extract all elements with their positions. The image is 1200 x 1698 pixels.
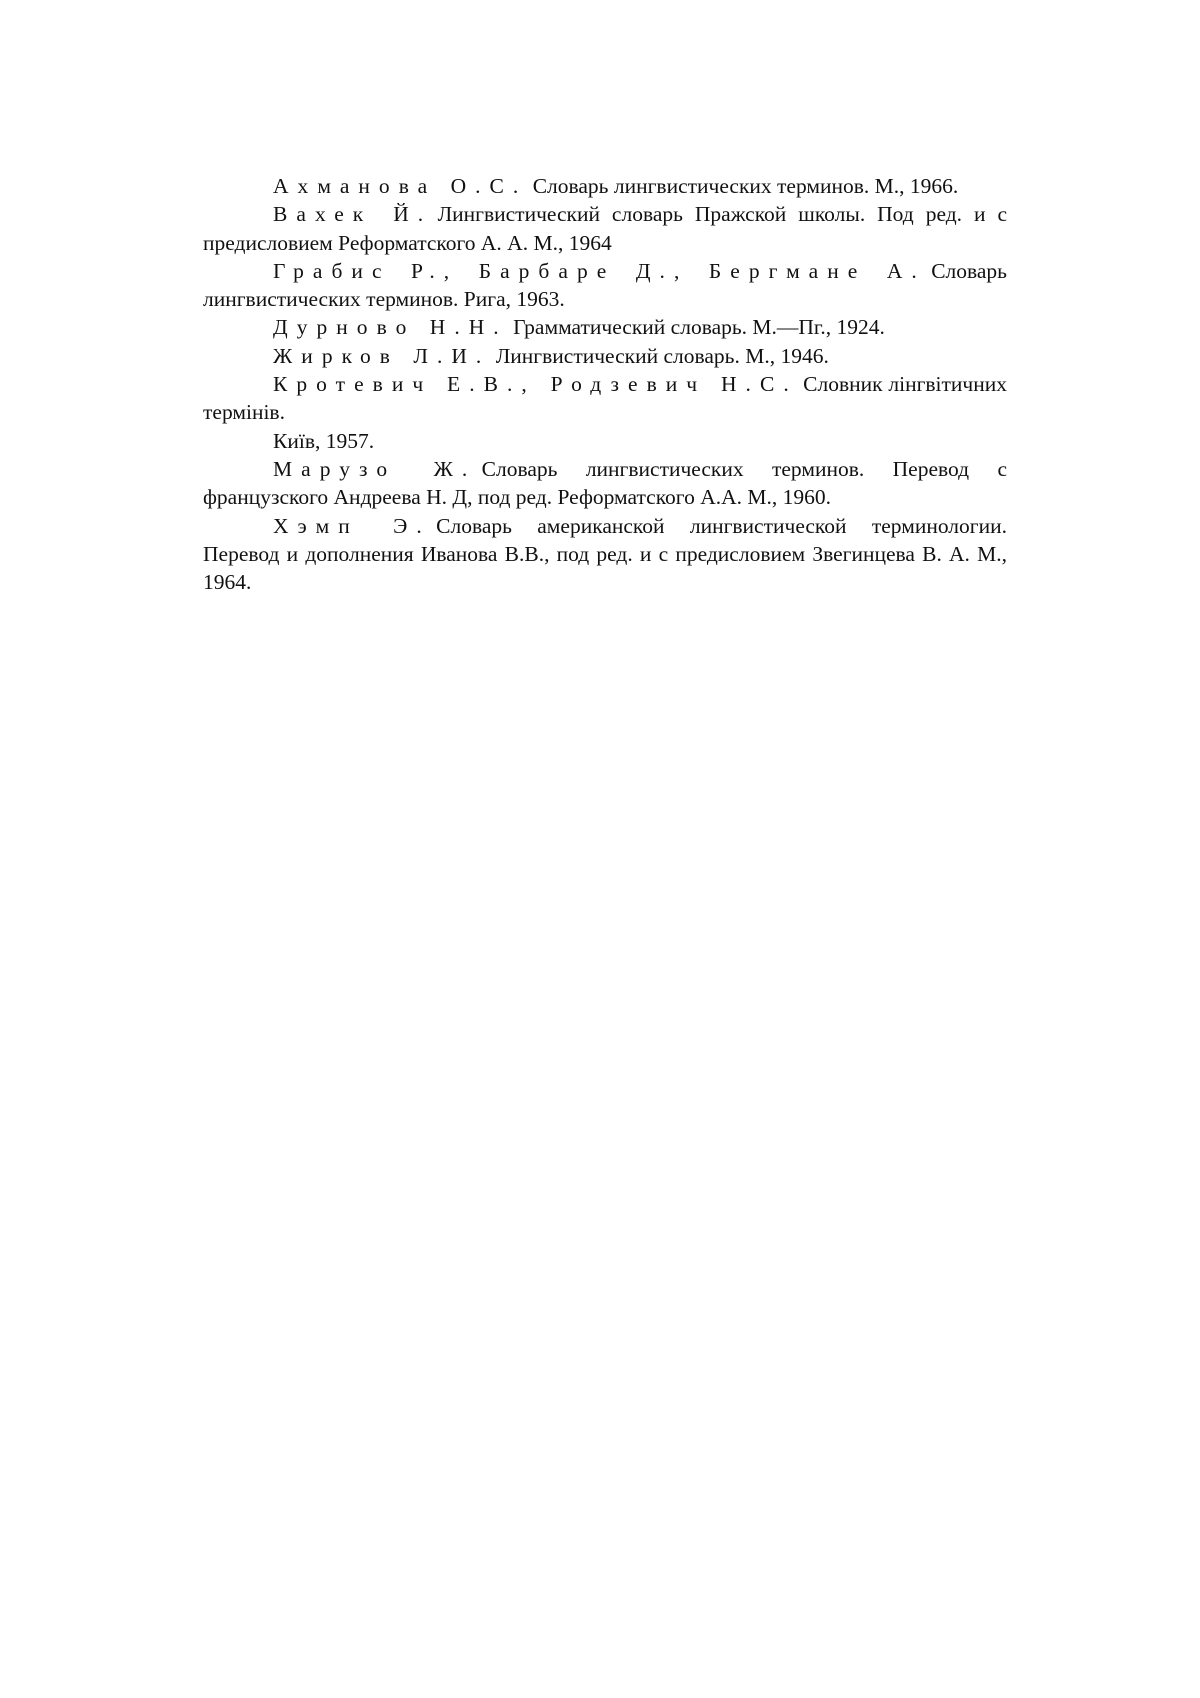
bibliography-entry	[203, 342, 1007, 370]
entry-author: Грабис Р., Барбаре Д., Бергмане А.	[273, 258, 926, 283]
bibliography-entry	[203, 200, 1007, 257]
bibliography-entry	[203, 313, 1007, 341]
bibliography-entry	[203, 512, 1007, 597]
bibliography-list	[203, 172, 1007, 596]
entry-text: Словарь лингвистических терминов. Рига, 1963.	[203, 258, 1007, 312]
entry-author: Ахманова О.С.	[273, 174, 528, 198]
entry-author: Жирков Л.И.	[273, 343, 491, 368]
entry-text: Словарь американской лингвистической терминологии. Перевод и дополнения Иванова В.В., под ред. и с предисловием Звегинцева В. А. М., 1964.	[203, 513, 1007, 595]
entry-author: Хэмп Э.	[273, 513, 431, 538]
entry-text: Грамматический словарь. М.—Пг., 1924.	[513, 315, 885, 340]
entry-text: Лингвистический словарь. М., 1946.	[495, 343, 829, 368]
entry-text: Лингвистический словарь Пражской школы. Под ред. и с предисловием Реформатского А. А. М., 1964	[203, 202, 1007, 255]
bibliography-entry	[203, 427, 1007, 455]
entry-author: Кротевич Е.В., Родзевич Н.С.	[273, 372, 798, 397]
entry-author: Дурново Н.Н.	[273, 315, 508, 340]
bibliography-entry	[203, 370, 1007, 427]
entry-text: Словник лінгвітичних термінів.	[203, 372, 1008, 425]
entry-author: Марузо Ж.	[273, 456, 477, 481]
entry-author: Вахек Й.	[273, 202, 433, 227]
bibliography-entry	[203, 455, 1007, 512]
bibliography-entry	[203, 172, 1007, 200]
entry-text: Київ, 1957.	[273, 428, 375, 453]
entry-text: Словарь лингвистических терминов. М., 1966.	[532, 174, 959, 198]
bibliography-entry	[203, 257, 1007, 314]
entry-text: Словарь лингвистических терминов. Перевод с французского Андреева Н. Д, под ред. Реформатского А.А. М., 1960.	[203, 456, 1007, 510]
